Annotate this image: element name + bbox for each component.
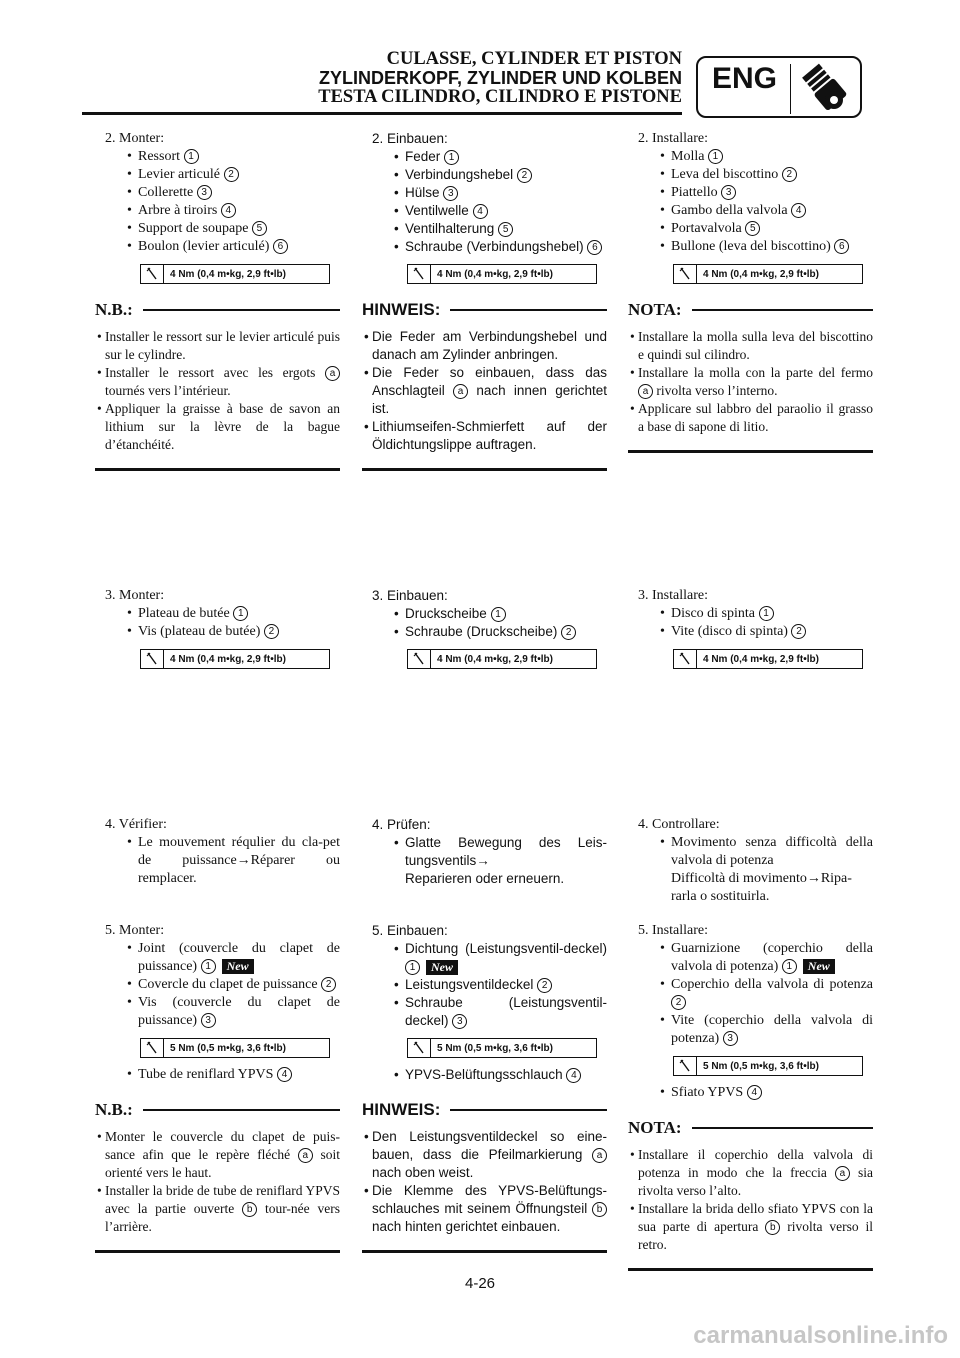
note-heading: HINWEIS:	[362, 1100, 607, 1120]
list-item: • Ressort 1	[95, 148, 340, 166]
engine-piston-icon	[790, 60, 860, 116]
list-item: • Gambo della valvola 4	[628, 202, 873, 220]
list-item: • Glatte Bewegung des Leis-tungsventils→	[362, 834, 607, 870]
note-item: • Installer le ressort avec les ergots a tournés vers l’intérieur.	[95, 364, 340, 400]
list-item: • Vis (plateau de butée) 2	[95, 623, 340, 641]
list-item: • Guarnizione (coperchio della valvola di potenza) 1 New	[628, 940, 873, 976]
note-end-rule	[628, 450, 873, 453]
step-title: 3. Einbauen:	[372, 588, 448, 603]
column-it-s4	[628, 816, 873, 906]
torque-wrench-icon	[408, 650, 431, 668]
column-it	[628, 130, 873, 453]
torque-wrench-icon	[141, 650, 164, 668]
torque-spec: 4 Nm (0,4 m•kg, 2,9 ft•lb)	[407, 649, 597, 669]
column-de-s4	[362, 816, 607, 888]
list-item-continued: Difficoltà di movimento→Ripa-rarla o sostituirla.	[671, 871, 852, 904]
note-item: • Den Leistungsventildeckel so eine-bauen, dass die Pfeilmarkierung a nach oben weist.	[362, 1128, 607, 1182]
note-item: • Monter le couvercle du clapet de puis-sance afin que le repère fléché a soit orienté vers le haut.	[95, 1128, 340, 1182]
torque-wrench-icon	[141, 1039, 164, 1057]
torque-wrench-icon	[141, 265, 164, 283]
note-item: • Installare la brida dello sfiato YPVS con la sua parte di apertura b rivolta verso il retro.	[628, 1200, 873, 1254]
step-title: 5. Einbauen:	[372, 923, 448, 938]
torque-spec: 4 Nm (0,4 m•kg, 2,9 ft•lb)	[407, 264, 597, 284]
list-item: • Bullone (leva del biscottino) 6	[628, 238, 873, 256]
section-title	[318, 50, 682, 107]
list-item: • Schraube (Verbindungshebel) 6	[362, 238, 607, 256]
list-item: • Plateau de butée 1	[95, 605, 340, 623]
step-title: 4. Prüfen:	[372, 817, 431, 832]
torque-wrench-icon	[408, 1039, 431, 1057]
page-number: 4-26	[464, 1275, 496, 1292]
column-fr-s3	[95, 587, 340, 677]
note-end-rule	[95, 1250, 340, 1253]
list-item: • Molla 1	[628, 148, 873, 166]
list-item: • Vite (disco di spinta) 2	[628, 623, 873, 641]
column-it-s3	[628, 587, 873, 677]
list-item: • Sfiato YPVS 4	[628, 1084, 873, 1102]
title-fr: CULASSE, CYLINDER ET PISTON	[386, 49, 682, 69]
eng-label: ENG	[712, 62, 778, 95]
list-item: • Leistungsventildeckel 2	[362, 976, 607, 994]
note-item: • Lithiumseifen-Schmierfett auf der Öldichtungslippe auftragen.	[362, 418, 607, 454]
torque-spec: 4 Nm (0,4 m•kg, 2,9 ft•lb)	[673, 649, 863, 669]
list-item: • Movimento senza difficoltà della valvola di potenza	[628, 834, 873, 870]
list-item: • Leva del biscottino 2	[628, 166, 873, 184]
list-item: • Ventilwelle 4	[362, 202, 607, 220]
torque-spec: 4 Nm (0,4 m•kg, 2,9 ft•lb)	[140, 264, 330, 284]
list-item: • Le mouvement réqulier du cla-pet de puissance→Réparer ou remplacer.	[95, 834, 340, 888]
column-fr	[95, 130, 340, 471]
list-item: • Verbindungshebel 2	[362, 166, 607, 184]
column-de-s5	[362, 922, 607, 1253]
list-item: • Feder 1	[362, 148, 607, 166]
list-item: • Vis (couvercle du clapet de puissance) 3	[95, 994, 340, 1030]
torque-spec: 5 Nm (0,5 m•kg, 3,6 ft•lb)	[140, 1038, 330, 1058]
torque-wrench-icon	[674, 650, 697, 668]
title-de: ZYLINDERKOPF, ZYLINDER UND KOLBEN	[318, 68, 682, 88]
note-heading: N.B.:	[95, 300, 340, 320]
note-item: • Installer la bride de tube de reniflard YPVS avec la partie ouverte b tour-née vers l’arrière.	[95, 1182, 340, 1236]
note-heading: N.B.:	[95, 1100, 340, 1120]
note-end-rule	[362, 468, 607, 471]
note-item: • Installare il coperchio della valvola di potenza in modo che la freccia a sia rivolta verso l’alto.	[628, 1146, 873, 1200]
torque-spec: 5 Nm (0,5 m•kg, 3,6 ft•lb)	[407, 1038, 597, 1058]
step-title: 2. Monter:	[105, 131, 165, 146]
list-item: • Arbre à tiroirs 4	[95, 202, 340, 220]
step-title: 3. Monter:	[105, 588, 165, 603]
list-item: • Schraube (Leistungsventil-deckel) 3	[362, 994, 607, 1030]
watermark: carmanualsonline.info	[693, 1322, 948, 1349]
list-item: • Support de soupape 5	[95, 220, 340, 238]
note-item: • Die Klemme des YPVS-Belüftungs-schlauches mit seinem Öffnungsteil b nach hinten gerichtet einbauen.	[362, 1182, 607, 1236]
torque-spec: 5 Nm (0,5 m•kg, 3,6 ft•lb)	[673, 1056, 863, 1076]
title-it: TESTA CILINDRO, CILINDRO E PISTONE	[318, 87, 682, 107]
list-item-continued: Reparieren oder erneuern.	[405, 871, 565, 886]
header-rule	[82, 112, 682, 115]
note-end-rule	[95, 468, 340, 471]
column-it-s5	[628, 922, 873, 1271]
list-item: • Druckscheibe 1	[362, 605, 607, 623]
list-item: • Schraube (Druckscheibe) 2	[362, 623, 607, 641]
column-fr-s4	[95, 816, 340, 888]
note-heading: NOTA:	[628, 300, 873, 320]
list-item: • Boulon (levier articulé) 6	[95, 238, 340, 256]
list-item: • Collerette 3	[95, 184, 340, 202]
step-title: 3. Installare:	[638, 588, 708, 603]
note-item: • Applicare sul labbro del paraolio il grasso a base di sapone di litio.	[628, 400, 873, 436]
list-item: • Tube de reniflard YPVS 4	[95, 1066, 340, 1084]
list-item: • Disco di spinta 1	[628, 605, 873, 623]
list-item: • Covercle du clapet de puissance 2	[95, 976, 340, 994]
note-item: • Installer le ressort sur le levier articulé puis sur le cylindre.	[95, 328, 340, 364]
note-item: • Die Feder so einbauen, dass das Anschlagteil a nach innen gerichtet ist.	[362, 364, 607, 418]
note-item: • Appliquer la graisse à base de savon an lithium sur la lèvre de la bague d’étanchéité.	[95, 400, 340, 454]
column-de-s3	[362, 587, 607, 677]
step-title: 4. Controllare:	[638, 817, 720, 832]
step-title: 4. Vérifier:	[105, 817, 167, 832]
torque-spec: 4 Nm (0,4 m•kg, 2,9 ft•lb)	[673, 264, 863, 284]
note-item: • Die Feder am Verbindungshebel und danach am Zylinder anbringen.	[362, 328, 607, 364]
step-title: 2. Installare:	[638, 131, 708, 146]
step-title: 5. Installare:	[638, 923, 708, 938]
torque-spec: 4 Nm (0,4 m•kg, 2,9 ft•lb)	[140, 649, 330, 669]
torque-wrench-icon	[674, 1057, 697, 1075]
note-end-rule	[628, 1268, 873, 1271]
step-title: 5. Monter:	[105, 923, 165, 938]
list-item: • Hülse 3	[362, 184, 607, 202]
note-item: • Installare la molla con la parte del fermo a rivolta verso l’interno.	[628, 364, 873, 400]
note-heading: NOTA:	[628, 1118, 873, 1138]
list-item: • Joint (couvercle du clapet de puissance) 1 New	[95, 940, 340, 976]
list-item: • Piattello 3	[628, 184, 873, 202]
list-item: • Portavalvola 5	[628, 220, 873, 238]
step-title: 2. Einbauen:	[372, 131, 448, 146]
note-heading: HINWEIS:	[362, 300, 607, 320]
note-end-rule	[362, 1250, 607, 1253]
list-item: • Vite (coperchio della valvola di potenza) 3	[628, 1012, 873, 1048]
list-item: • Coperchio della valvola di potenza 2	[628, 976, 873, 1012]
torque-wrench-icon	[408, 265, 431, 283]
note-item: • Installare la molla sulla leva del biscottino e quindi sul cilindro.	[628, 328, 873, 364]
list-item: • YPVS-Belüftungsschlauch 4	[362, 1066, 607, 1084]
column-fr-s5	[95, 922, 340, 1253]
torque-wrench-icon	[674, 265, 697, 283]
column-de	[362, 130, 607, 471]
list-item: • Levier articulé 2	[95, 166, 340, 184]
list-item: • Ventilhalterung 5	[362, 220, 607, 238]
list-item: • Dichtung (Leistungsventil-deckel) 1 New	[362, 940, 607, 976]
